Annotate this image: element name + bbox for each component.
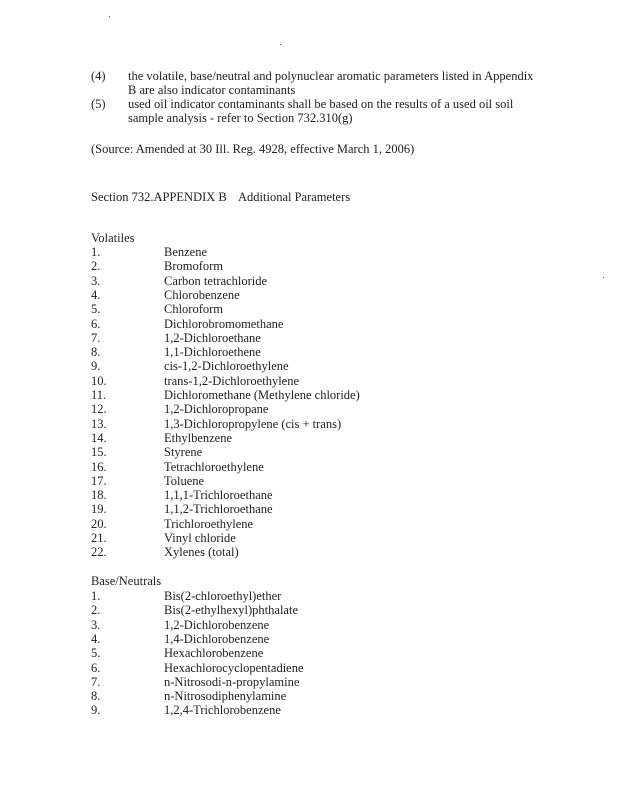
note-line: used oil indicator contaminants shall be based on the results of a used oil soil [128,97,514,111]
base-neutrals-heading: Base/Neutrals [91,574,162,588]
item-number: 22. [91,545,107,560]
item-name: 1,1,2-Trichloroethane [164,502,273,517]
list-item [0,274,619,289]
note-line: B are also indicator contaminants [128,83,296,97]
item-name: Xylenes (total) [164,545,239,560]
list-item [0,603,619,618]
list-item [0,689,619,704]
item-name: Benzene [164,245,208,259]
item-number: 19. [91,502,107,517]
list-item [0,445,619,460]
list-item [0,531,619,546]
list-item [0,502,619,517]
item-name: 1,1,1-Trichloroethane [164,488,273,503]
item-number: 4. [91,287,101,302]
item-name: Chloroform [164,302,224,317]
volatiles-heading: Volatiles [91,231,135,245]
item-number: 2. [91,603,101,618]
item-number: 11. [91,388,107,402]
list-item [0,302,619,317]
item-name: Bis(2-ethylhexyl)phthalate [164,603,298,618]
item-number: 9. [91,359,101,374]
item-number: 4. [91,631,101,646]
list-item [0,646,619,661]
list-item [0,259,619,274]
item-name: Toluene [164,473,205,488]
item-name: 1,3-Dichloropropylene (cis + trans) [164,416,342,431]
item-name: Tetrachloroethylene [164,459,264,474]
item-name: Dichloromethane (Methylene chloride) [164,388,360,402]
scan-speck [280,44,281,45]
item-name: 1,2,4-Trichlorobenzene [164,703,281,718]
note-line: the volatile, base/neutral and polynuclear aromatic parameters listed in Appendix [128,69,534,83]
list-item [0,675,619,690]
item-number: 1. [91,245,101,259]
item-number: 12. [91,402,107,417]
item-number: 18. [91,488,107,503]
item-name: Bromoform [164,259,224,274]
item-name: Styrene [164,445,203,460]
item-number: 7. [91,674,101,689]
item-name: Hexachlorobenzene [164,646,264,661]
item-number: 17. [91,473,107,488]
item-number: 1. [91,589,101,603]
list-item [0,345,619,360]
item-number: 9. [91,703,101,718]
item-name: Hexachlorocyclopentadiene [164,660,304,675]
item-name: Chlorobenzene [164,287,240,302]
list-item [0,703,619,718]
item-number: 10. [91,373,107,388]
item-name: Ethylbenzene [164,430,233,445]
item-number: 5. [91,646,101,661]
item-number: 7. [91,330,101,345]
list-item [0,288,619,303]
item-name: Trichloroethylene [164,516,254,531]
item-number: 8. [91,345,101,360]
item-number: 15. [91,445,107,460]
item-name: 1,1-Dichloroethene [164,345,261,360]
item-number: 2. [91,259,101,274]
list-item [0,661,619,676]
list-item [0,618,619,633]
source-note: (Source: Amended at 30 Ill. Reg. 4928, effective March 1, 2006) [91,142,415,156]
list-item [0,632,619,647]
note-number: (4) [91,69,106,83]
list-item [0,431,619,446]
list-item [0,331,619,346]
list-item [0,245,619,260]
item-name: Bis(2-chloroethyl)ether [164,589,282,603]
section-title: Section 732.APPENDIX B [91,190,227,204]
list-item [0,402,619,417]
list-item [0,317,619,332]
item-name: cis-1,2-Dichloroethylene [164,359,289,374]
item-name: Vinyl chloride [164,531,236,545]
item-number: 3. [91,617,101,632]
list-item [0,474,619,489]
note-number: (5) [91,97,106,111]
list-item [0,545,619,560]
item-number: 5. [91,302,101,317]
item-name: n-Nitrosodi-n-propylamine [164,674,300,689]
item-number: 14. [91,430,107,445]
item-number: 6. [91,316,101,331]
list-item [0,374,619,389]
item-name: trans-1,2-Dichloroethylene [164,373,300,388]
list-item [0,388,619,403]
section-subtitle: Additional Parameters [238,190,351,204]
item-number: 8. [91,689,101,704]
list-item [0,417,619,432]
item-number: 3. [91,273,101,288]
scan-speck [109,16,110,17]
item-name: 1,2-Dichloropropane [164,402,269,417]
list-item [0,460,619,475]
item-name: 1,2-Dichlorobenzene [164,617,270,632]
item-number: 6. [91,660,101,675]
list-item [0,359,619,374]
item-name: Carbon tetrachloride [164,273,268,288]
item-number: 16. [91,459,107,474]
note-line: sample analysis - refer to Section 732.310(g) [128,111,353,125]
item-name: 1,2-Dichloroethane [164,330,261,345]
item-number: 21. [91,531,107,545]
item-name: Dichlorobromomethane [164,316,284,331]
item-name: n-Nitrosodiphenylamine [164,689,287,704]
item-number: 13. [91,416,107,431]
list-item [0,589,619,604]
item-number: 20. [91,516,107,531]
list-item [0,488,619,503]
list-item [0,517,619,532]
item-name: 1,4-Dichlorobenzene [164,631,270,646]
